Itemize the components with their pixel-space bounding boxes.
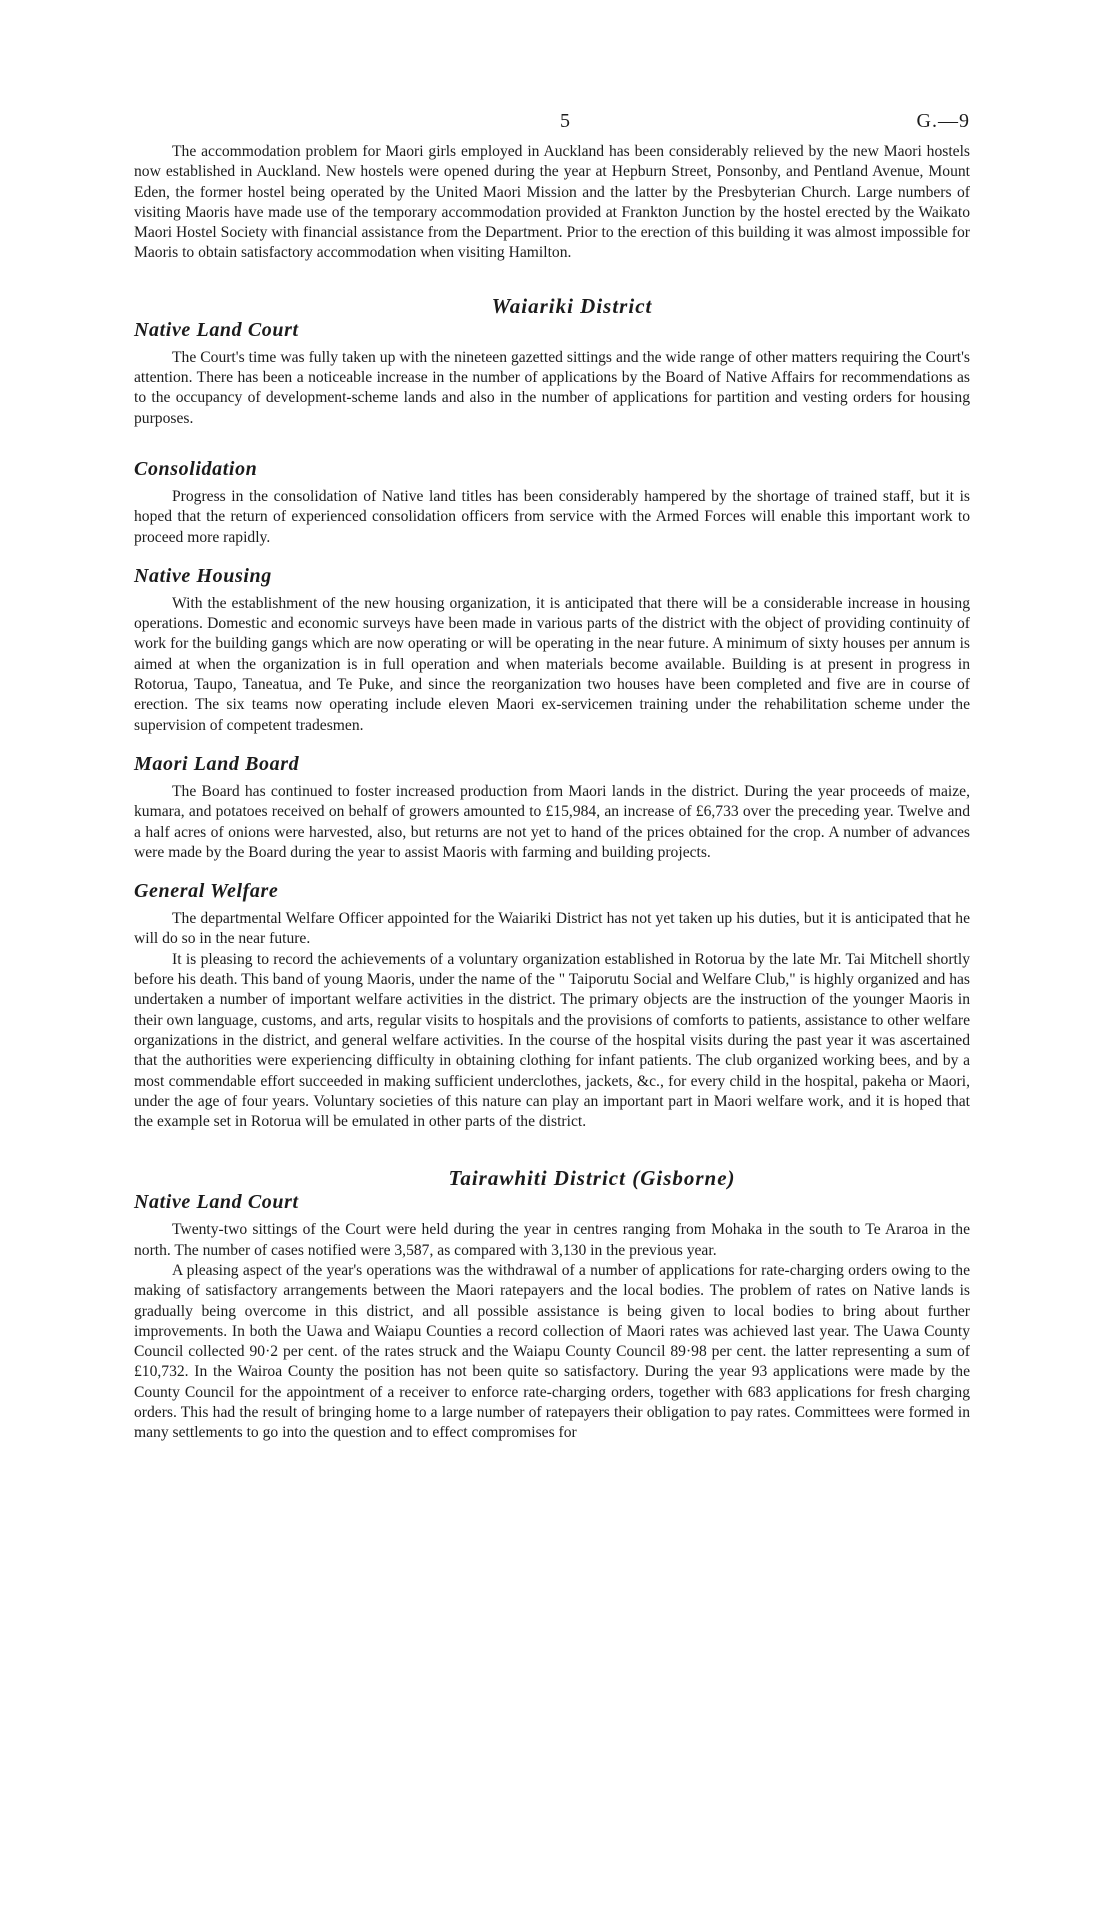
paragraph-welfare-club: It is pleasing to record the achievements of a voluntary organization established in Rotorua by the late Mr. Tai Mitchell shortly before his death. This band of young Maoris, under the name of the " Taiporutu Social and Welfare Club," is highly organized and has undertaken a number of important welfare activities in the district. The primary objects are the instruction of the younger Maoris in their own language, customs, and arts, regular visits to hospitals and the provisions of comforts to patients, assistance to other welfare organizations in the district, and general welfare activities. In the course of the hospital visits during the past year it was ascertained that the authorities were experiencing difficulty in obtaining clothing for infant patients. The club organized working bees, and by a most commendable effort succeeded in making sufficient underclothes, jackets, &c., for every child in the hospital, pakeha or Maori, under the age of four years. Voluntary societies of this nature can play an important part in Maori welfare work, and it is hoped that the example set in Rotorua will be emulated in other parts of the district. xyxy=(134,950,970,1131)
section-heading-consolidation: Consolidation xyxy=(134,457,258,480)
paragraph-maori-land-board: The Board has continued to foster increased production from Maori lands in the district. During the year proceeds of maize, kumara, and potatoes received on behalf of growers amounted to £15,984, an increase of £6,733 over the preceding year. Twelve and a half acres of onions were harvested, also, but returns are not yet to hand of the prices obtained for the crop. A number of advances were made by the Board during the year to assist Maoris with farming and building projects. xyxy=(134,782,970,861)
paragraph-rates: A pleasing aspect of the year's operations was the withdrawal of a number of applications for rate-charging orders owing to the making of satisfactory arrangements between the Maori ratepayers and the local bodies. The problem of rates on Native lands is gradually being overcome in this district, and all possible assistance is being given to local bodies to bring about further improvements. In both the Uawa and Waiapu Counties a record collection of Maori rates was achieved last year. The Uawa County Council collected 90·2 per cent. of the rates struck and the Waiapu County Council 89·98 per cent. the latter representing a sum of £10,732. In the Wairoa County the position has not been quite so satisfactory. During the year 93 applications were made by the County Council for the appointment of a receiver to enforce rate-charging orders, together with 683 applications for fresh charging orders. This had the result of bringing home to a large number of ratepayers their obligation to pay rates. Committees were formed in many settlements to go into the question and to effect compromises for xyxy=(134,1261,970,1442)
section-heading-maori-land-board: Maori Land Board xyxy=(134,752,300,775)
paragraph-sittings: Twenty-two sittings of the Court were held during the year in centres ranging from Mohaka in the south to Te Araroa in the north. The number of cases notified were 3,587, as compared with 3,130 in the previous year. xyxy=(134,1221,970,1259)
section-heading-native-housing: Native Housing xyxy=(134,564,272,587)
intro-paragraph: The accommodation problem for Maori girls employed in Auckland has been considerably relieved by the new Maori hostels now established in Auckland. New hostels were opened during the year at Hepburn Street, Ponsonby, and Pentland Avenue, Mount Eden, the former hostel being operated by the United Maori Mission and the latter by the Presbyterian Church. Large numbers of visiting Maoris have made use of the temporary accommodation provided at Frankton Junction by the hostel erected by the Waikato Maori Hostel Society with financial assistance from the Department. Prior to the erection of this building it was almost impossible for Maoris to obtain satisfactory accommodation when visiting Hamilton. xyxy=(134,143,970,262)
page-number: 5 xyxy=(560,110,570,132)
paragraph-native-housing: With the establishment of the new housing organization, it is anticipated that there will be a considerable increase in housing operations. Domestic and economic surveys have been made in various parts of the district with the object of providing continuity of work for the building gangs which are now operating or will be operating in the near future. A minimum of sixty houses per annum is aimed at when the organization is in full operation and when materials become available. Building is at present in progress in Rotorua, Taupo, Taneatua, and Te Puke, and since the reorganization two houses have been completed and five are in course of erection. The six teams now operating include eleven Maori ex-servicemen training under the rehabilitation scheme under the supervision of competent tradesmen. xyxy=(134,594,970,734)
section-heading-native-land-court: Native Land Court xyxy=(134,318,299,341)
section-heading-tairawhiti-land-court: Native Land Court xyxy=(134,1191,299,1214)
district-title-waiariki: Waiariki District xyxy=(491,293,653,318)
paragraph-consolidation: Progress in the consolidation of Native land titles has been considerably hampered by the shortage of trained staff, but it is hoped that the return of experienced consolidation officers from service with the Armed Forces will enable this important work to proceed more rapidly. xyxy=(134,487,970,546)
document-page xyxy=(134,110,970,1444)
section-heading-general-welfare: General Welfare xyxy=(134,880,279,903)
document-code: G.—9 xyxy=(916,110,970,132)
paragraph-welfare-officer: The departmental Welfare Officer appointed for the Waiariki District has not yet taken up his duties, but it is anticipated that he will do so in the near future. xyxy=(134,910,970,948)
page-header xyxy=(134,110,970,142)
district-title-tairawhiti: Tairawhiti District (Gisborne) xyxy=(448,1166,736,1191)
paragraph-native-land-court: The Court's time was fully taken up with the nineteen gazetted sittings and the wide range of other matters requiring the Court's attention. There has been a noticeable increase in the number of applications by the Board of Native Affairs for recommendations as to the occupancy of development-scheme lands and also in the number of applications for partition and vesting orders for housing purposes. xyxy=(134,348,970,427)
